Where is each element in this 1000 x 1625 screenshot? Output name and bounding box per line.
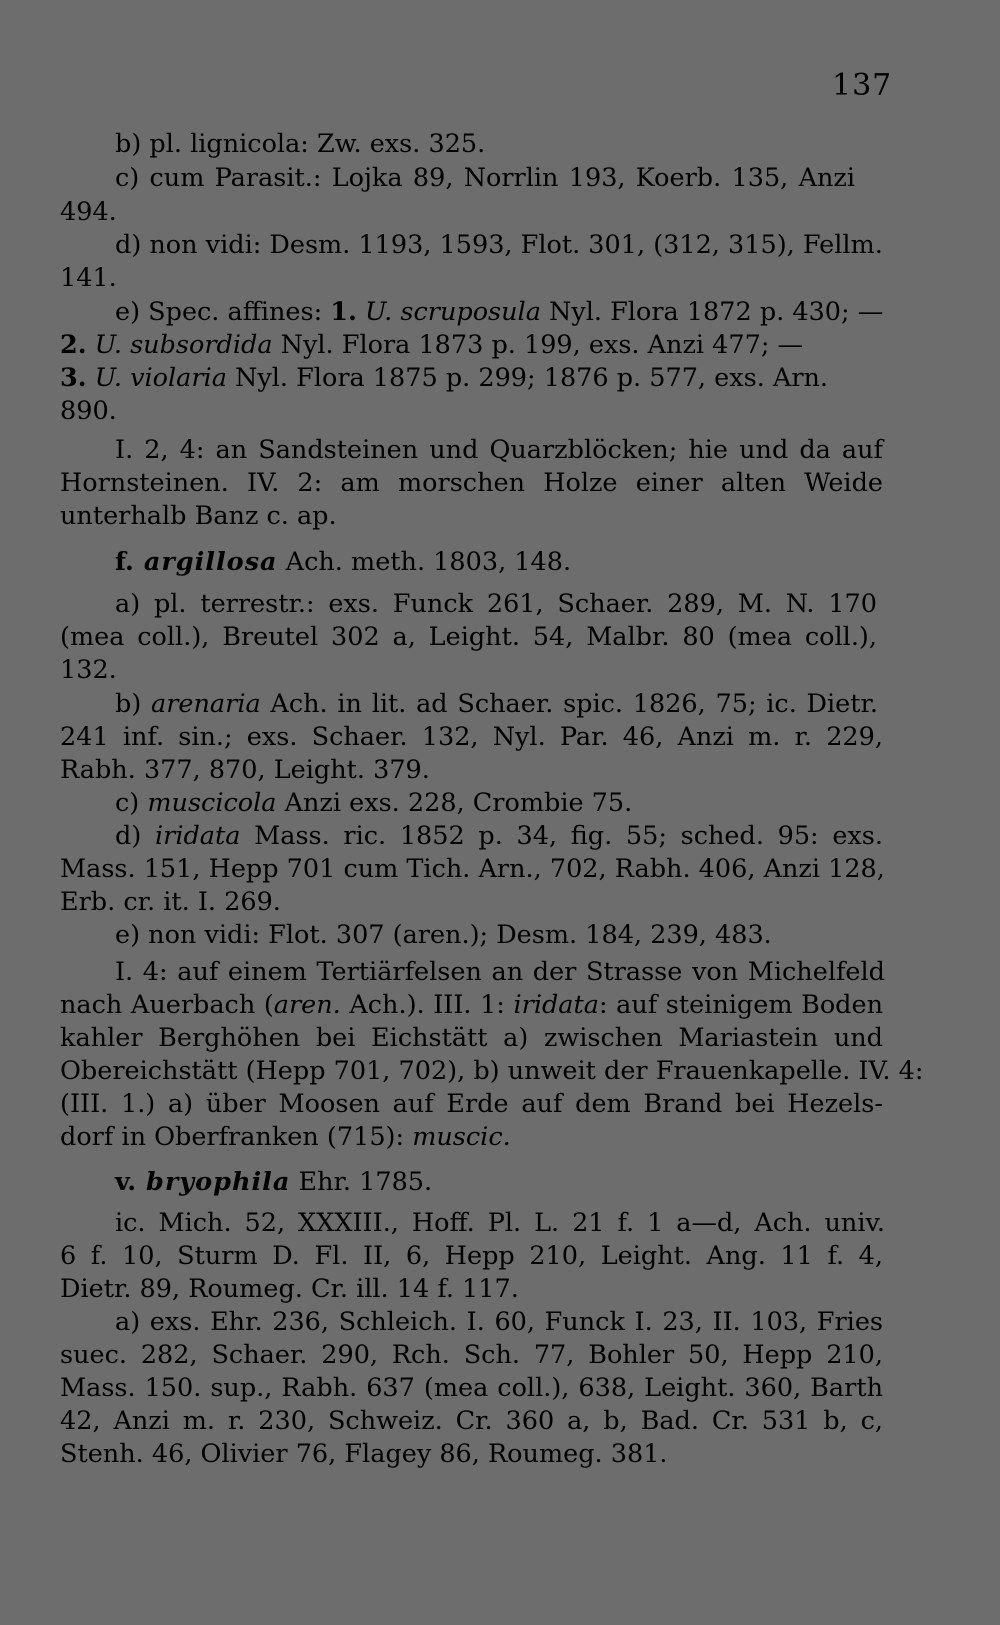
text-line: Rabh. 377, 870, Leight. 379. [60, 755, 430, 785]
text-line: 241 inf. sin.; exs. Schaer. 132, Nyl. Par. 46, Anzi m. r. 229, [60, 722, 883, 752]
text-line: nach Auerbach (aren. Ach.). III. 1: iridata: auf steinigem Boden [60, 990, 884, 1020]
text-line: kahler Berghöhen bei Eichstätt a) zwischen Mariastein und [60, 1023, 883, 1053]
text-line: 494. [60, 197, 117, 227]
text-line: Dietr. 89, Roumeg. Cr. ill. 14 f. 117. [60, 1274, 519, 1304]
text-line: 141. [60, 263, 117, 293]
text-line: b) arenaria Ach. in lit. ad Schaer. spic. 1826, 75; ic. Dietr. [115, 689, 878, 719]
text-line: suec. 282, Schaer. 290, Rch. Sch. 77, Bohler 50, Hepp 210, [60, 1340, 883, 1370]
text-line: ic. Mich. 52, XXXIII., Hoff. Pl. L. 21 f. 1 a—d, Ach. univ. [115, 1208, 885, 1238]
text-line: Stenh. 46, Olivier 76, Flagey 86, Roumeg. 381. [60, 1439, 668, 1469]
text-line: 890. [60, 396, 117, 426]
text-line: Erb. cr. it. I. 269. [60, 887, 281, 917]
text-line: a) pl. terrestr.: exs. Funck 261, Schaer. 289, M. N. 170 [115, 589, 877, 619]
text-line: Obereichstätt (Hepp 701, 702), b) unweit der Frauenkapelle. IV. 4: [60, 1056, 924, 1086]
text-line: 132. [60, 655, 117, 685]
text-line: c) muscicola Anzi exs. 228, Crombie 75. [115, 788, 633, 818]
text-line: (mea coll.), Breutel 302 a, Leight. 54, Malbr. 80 (mea coll.), [60, 622, 877, 652]
text-line: e) Spec. affines: 1. U. scruposula Nyl. Flora 1872 p. 430; — [115, 297, 884, 327]
page-number: 137 [832, 68, 893, 103]
text-line: d) iridata Mass. ric. 1852 p. 34, fig. 55; sched. 95: exs. [115, 821, 883, 851]
text-line: 6 f. 10, Sturm D. Fl. II, 6, Hepp 210, Leight. Ang. 11 f. 4, [60, 1241, 883, 1271]
text-line: e) non vidi: Flot. 307 (aren.); Desm. 184, 239, 483. [115, 920, 772, 950]
text-line: 3. U. violaria Nyl. Flora 1875 p. 299; 1876 p. 577, exs. Arn. [60, 363, 829, 393]
text-line: f. argillosa Ach. meth. 1803, 148. [115, 547, 572, 577]
text-line: dorf in Oberfranken (715): muscic. [60, 1122, 511, 1152]
text-line: unterhalb Banz c. ap. [60, 501, 337, 531]
text-line: 2. U. subsordida Nyl. Flora 1873 p. 199, exs. Anzi 477; — [60, 330, 804, 360]
text-line: (III. 1.) a) über Moosen auf Erde auf dem Brand bei Hezels- [60, 1089, 883, 1119]
text-line: d) non vidi: Desm. 1193, 1593, Flot. 301, (312, 315), Fellm. [115, 230, 883, 260]
text-line: 42, Anzi m. r. 230, Schweiz. Cr. 360 a, b, Bad. Cr. 531 b, c, [60, 1406, 883, 1436]
text-line: I. 4: auf einem Tertiärfelsen an der Strasse von Michelfeld [115, 957, 885, 987]
text-line: Mass. 150. sup., Rabh. 637 (mea coll.), 638, Leight. 360, Barth [60, 1373, 883, 1403]
text-line: v. bryophila Ehr. 1785. [115, 1167, 433, 1197]
text-line: I. 2, 4: an Sandsteinen und Quarzblöcken; hie und da auf [115, 435, 883, 465]
text-line: Mass. 151, Hepp 701 cum Tich. Arn., 702, Rabh. 406, Anzi 128, [60, 854, 885, 884]
text-line: b) pl. lignicola: Zw. exs. 325. [115, 129, 486, 159]
text-line: a) exs. Ehr. 236, Schleich. I. 60, Funck I. 23, II. 103, Fries [115, 1307, 883, 1337]
text-line: c) cum Parasit.: Lojka 89, Norrlin 193, Koerb. 135, Anzi [115, 163, 855, 193]
text-line: Hornsteinen. IV. 2: am morschen Holze einer alten Weide [60, 468, 883, 498]
